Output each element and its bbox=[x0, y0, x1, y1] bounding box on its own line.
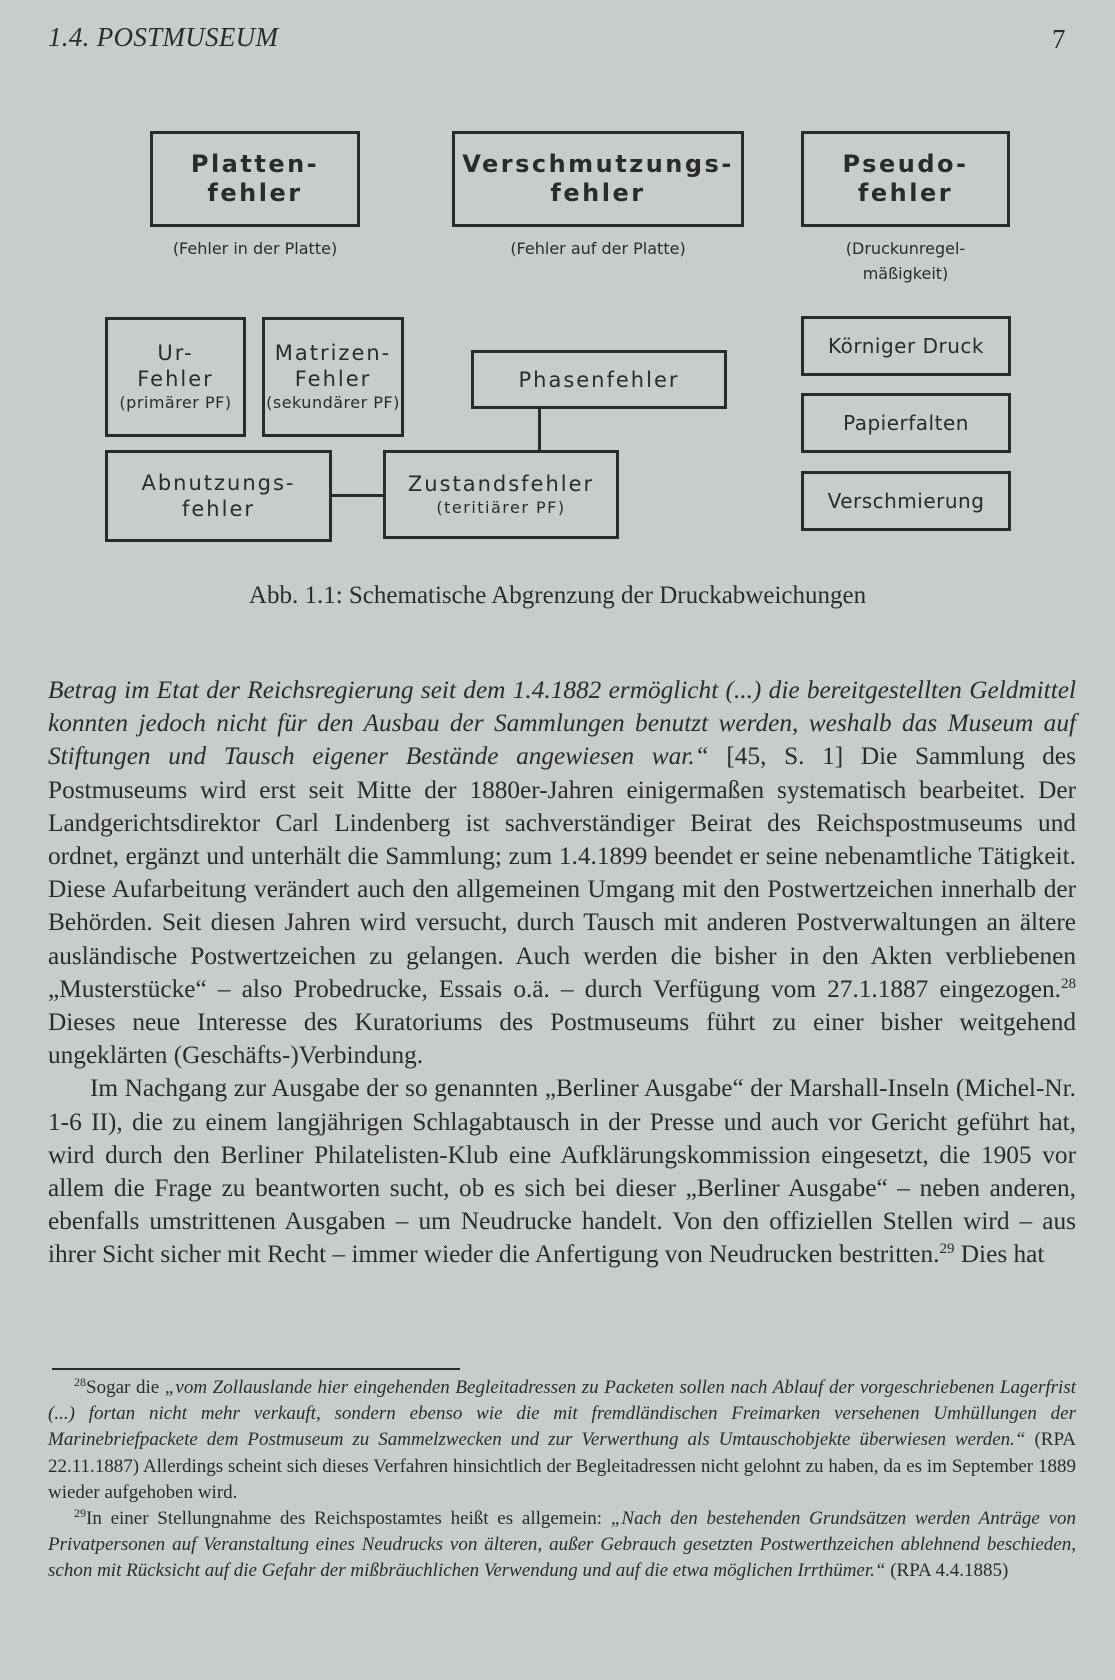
box-pseudofehler bbox=[801, 131, 1010, 227]
body-text bbox=[48, 674, 1076, 1272]
connector-phasen-zustand bbox=[538, 409, 541, 452]
footnote-ref-28[interactable]: 28 bbox=[1061, 975, 1076, 992]
page-number: 7 bbox=[1052, 24, 1066, 54]
paragraph-1-text-b: Dieses neue Interesse des Kuratoriums des Postmuseums führt zu einer bisher weitgehend ungeklärten (Geschäfts-)Verbindung. bbox=[48, 1008, 1076, 1070]
footnote-29-text-a: In einer Stellungnahme des Reichspostamtes heißt es allgemein: bbox=[86, 1508, 611, 1530]
box-verschmierung bbox=[801, 471, 1011, 531]
footnote-28-number: 28 bbox=[74, 1375, 86, 1389]
box-phasenfehler bbox=[471, 350, 727, 409]
note-plattenfehler: (Fehler in der Platte) bbox=[172, 239, 338, 258]
box-urfehler-sub: (primärer PF) bbox=[119, 393, 232, 412]
quote-reichsregierung: Betrag im Etat der Reichsregierung seit dem 1.4.1882 ermöglicht (...) die bereitgestellten Geldmittel konnten jedoch nicht für den Ausbau der Sammlungen benutzt werden, weshalb das Museum auf Stiftungen und Tausch eigener Bestände angewiesen war.“ bbox=[48, 676, 1076, 771]
box-verschmutzungsfehler bbox=[452, 131, 744, 227]
box-matrizenfehler-label: Matrizen- Fehler bbox=[274, 341, 392, 391]
footnote-divider bbox=[52, 1368, 460, 1370]
paragraph-2-text-b: Dies hat bbox=[954, 1240, 1045, 1269]
paragraph-1-text-a: [45, S. 1] Die Sammlung des Postmuseums wird erst seit Mitte der 1880er-Jahren einigermaßen systematisch bearbeitet. Der Landgerichtsdirektor Carl Lindenberg ist sachverständiger Beirat des Reichspostmuseums und ordnet, ergänzt und unterhält die Sammlung; zum 1.4.1899 beendet er seine nebenamtliche Tätigkeit. Diese Aufarbeitung verändert auch den allgemeinen Umgang mit den Postwertzeichen innerhalb der Behörden. Seit diesen Jahren wird versucht, durch Tausch mit anderen Postverwaltungen an ältere ausländische Postwertzeichen zu gelangen. Auch werden die bisher in den Akten verbliebenen „Musterstücke“ – also Probedrucke, Essais o.ä. – durch Verfügung vom 27.1.1887 eingezogen. bbox=[48, 742, 1076, 1003]
footnote-28 bbox=[48, 1375, 1076, 1506]
box-papierfalten bbox=[801, 393, 1011, 453]
box-koerniger-druck bbox=[801, 316, 1011, 376]
paragraph-1 bbox=[48, 674, 1076, 1072]
box-phasenfehler-label: Phasenfehler bbox=[518, 367, 680, 392]
box-matrizenfehler bbox=[262, 317, 404, 437]
box-verschmutzungsfehler-label: Verschmutzungs- fehler bbox=[462, 150, 734, 207]
footnote-29-number: 29 bbox=[74, 1506, 86, 1521]
box-pseudofehler-label: Pseudo- fehler bbox=[842, 150, 969, 207]
box-plattenfehler-label: Platten- fehler bbox=[190, 150, 320, 207]
box-verschmierung-label: Verschmierung bbox=[827, 489, 985, 513]
note-verschmutzungsfehler: (Fehler auf der Platte) bbox=[510, 239, 686, 258]
paragraph-2-text-a: Im Nachgang zur Ausgabe der so genannten „Berliner Ausgabe“ der Marshall-Inseln (Michel-Nr. 1-6 II), die zu einem langjährigen Schlagabtausch in der Presse und auch vor Gericht geführt hat, wird durch den Berliner Philatelisten-Klub eine Aufklärungskommission eingesetzt, die 1905 vor allem die Frage zu beantworten sucht, ob es sich bei dieser „Berliner Ausgabe“ – neben anderen, ebenfalls umstrittenen Ausgaben – um Neudrucke handelt. Von den offiziellen Stellen wird – aus ihrer Sicht sicher mit Recht – immer wieder die Anfertigung von Neudrucken bestritten. bbox=[48, 1074, 1076, 1269]
footnote-28-text-a: Sogar die bbox=[86, 1377, 165, 1398]
footnote-ref-29[interactable]: 29 bbox=[939, 1241, 955, 1258]
footnote-29-text-b: (RPA 4.4.1885) bbox=[885, 1560, 1009, 1582]
box-plattenfehler bbox=[150, 131, 360, 227]
footnotes bbox=[48, 1375, 1076, 1585]
box-koerniger-druck-label: Körniger Druck bbox=[828, 334, 984, 358]
box-abnutzungsfehler-label: Abnutzungs- fehler bbox=[141, 471, 296, 521]
footnote-28-quote: „vom Zollauslande hier eingehenden Begleitadressen zu Packeten sollen nach Ablauf der vorgeschriebenen Lagerfrist (...) fortan nicht mehr verkauft, sondern ebenso wie die mit fremdländischen Freimarken versehenen Umhüllungen der Marinebriefpackete dem Postmuseum zu Sammelzwecken und zur Verwerthung als Umtauschobjekte überwiesen werden.“ bbox=[48, 1377, 1076, 1451]
footnote-29-quote: „Nach den bestehenden Grundsätzen werden Anträge von Privatpersonen auf Veranstaltung eines Neudrucks von älteren, außer Gebrauch gesetzten Postwerthzeichen ablehnend beschieden, schon mit Rücksicht auf die Gefahr der mißbräuchlichen Verwendung und auf die etwa möglichen Irrthümer.“ bbox=[48, 1508, 1077, 1582]
box-urfehler bbox=[105, 317, 246, 437]
box-urfehler-label: Ur- Fehler bbox=[137, 341, 214, 391]
paragraph-2 bbox=[48, 1072, 1076, 1271]
box-abnutzungsfehler bbox=[105, 450, 332, 542]
note-pseudofehler: (Druckunregel- mäßigkeit) bbox=[845, 239, 966, 283]
footnote-28-text-b: (RPA 22.11.1887) Allerdings scheint sich dieses Verfahren hinsichtlich der Begleitadressen nicht gelohnt zu haben, da es im September 1889 wieder aufgehoben wird. bbox=[48, 1429, 1077, 1503]
box-zustandsfehler-sub: (teritiärer PF) bbox=[436, 497, 566, 517]
box-zustandsfehler bbox=[383, 450, 619, 539]
box-matrizenfehler-sub: (sekundärer PF) bbox=[266, 393, 400, 412]
connector-abnutzung-zustand bbox=[332, 494, 384, 497]
running-header-title: 1.4. POSTMUSEUM bbox=[48, 22, 279, 52]
box-zustandsfehler-label: Zustandsfehler bbox=[407, 471, 595, 496]
figure-caption: Abb. 1.1: Schematische Abgrenzung der Druckabweichungen bbox=[248, 582, 867, 609]
footnote-29 bbox=[48, 1506, 1076, 1585]
box-papierfalten-label: Papierfalten bbox=[843, 411, 969, 435]
